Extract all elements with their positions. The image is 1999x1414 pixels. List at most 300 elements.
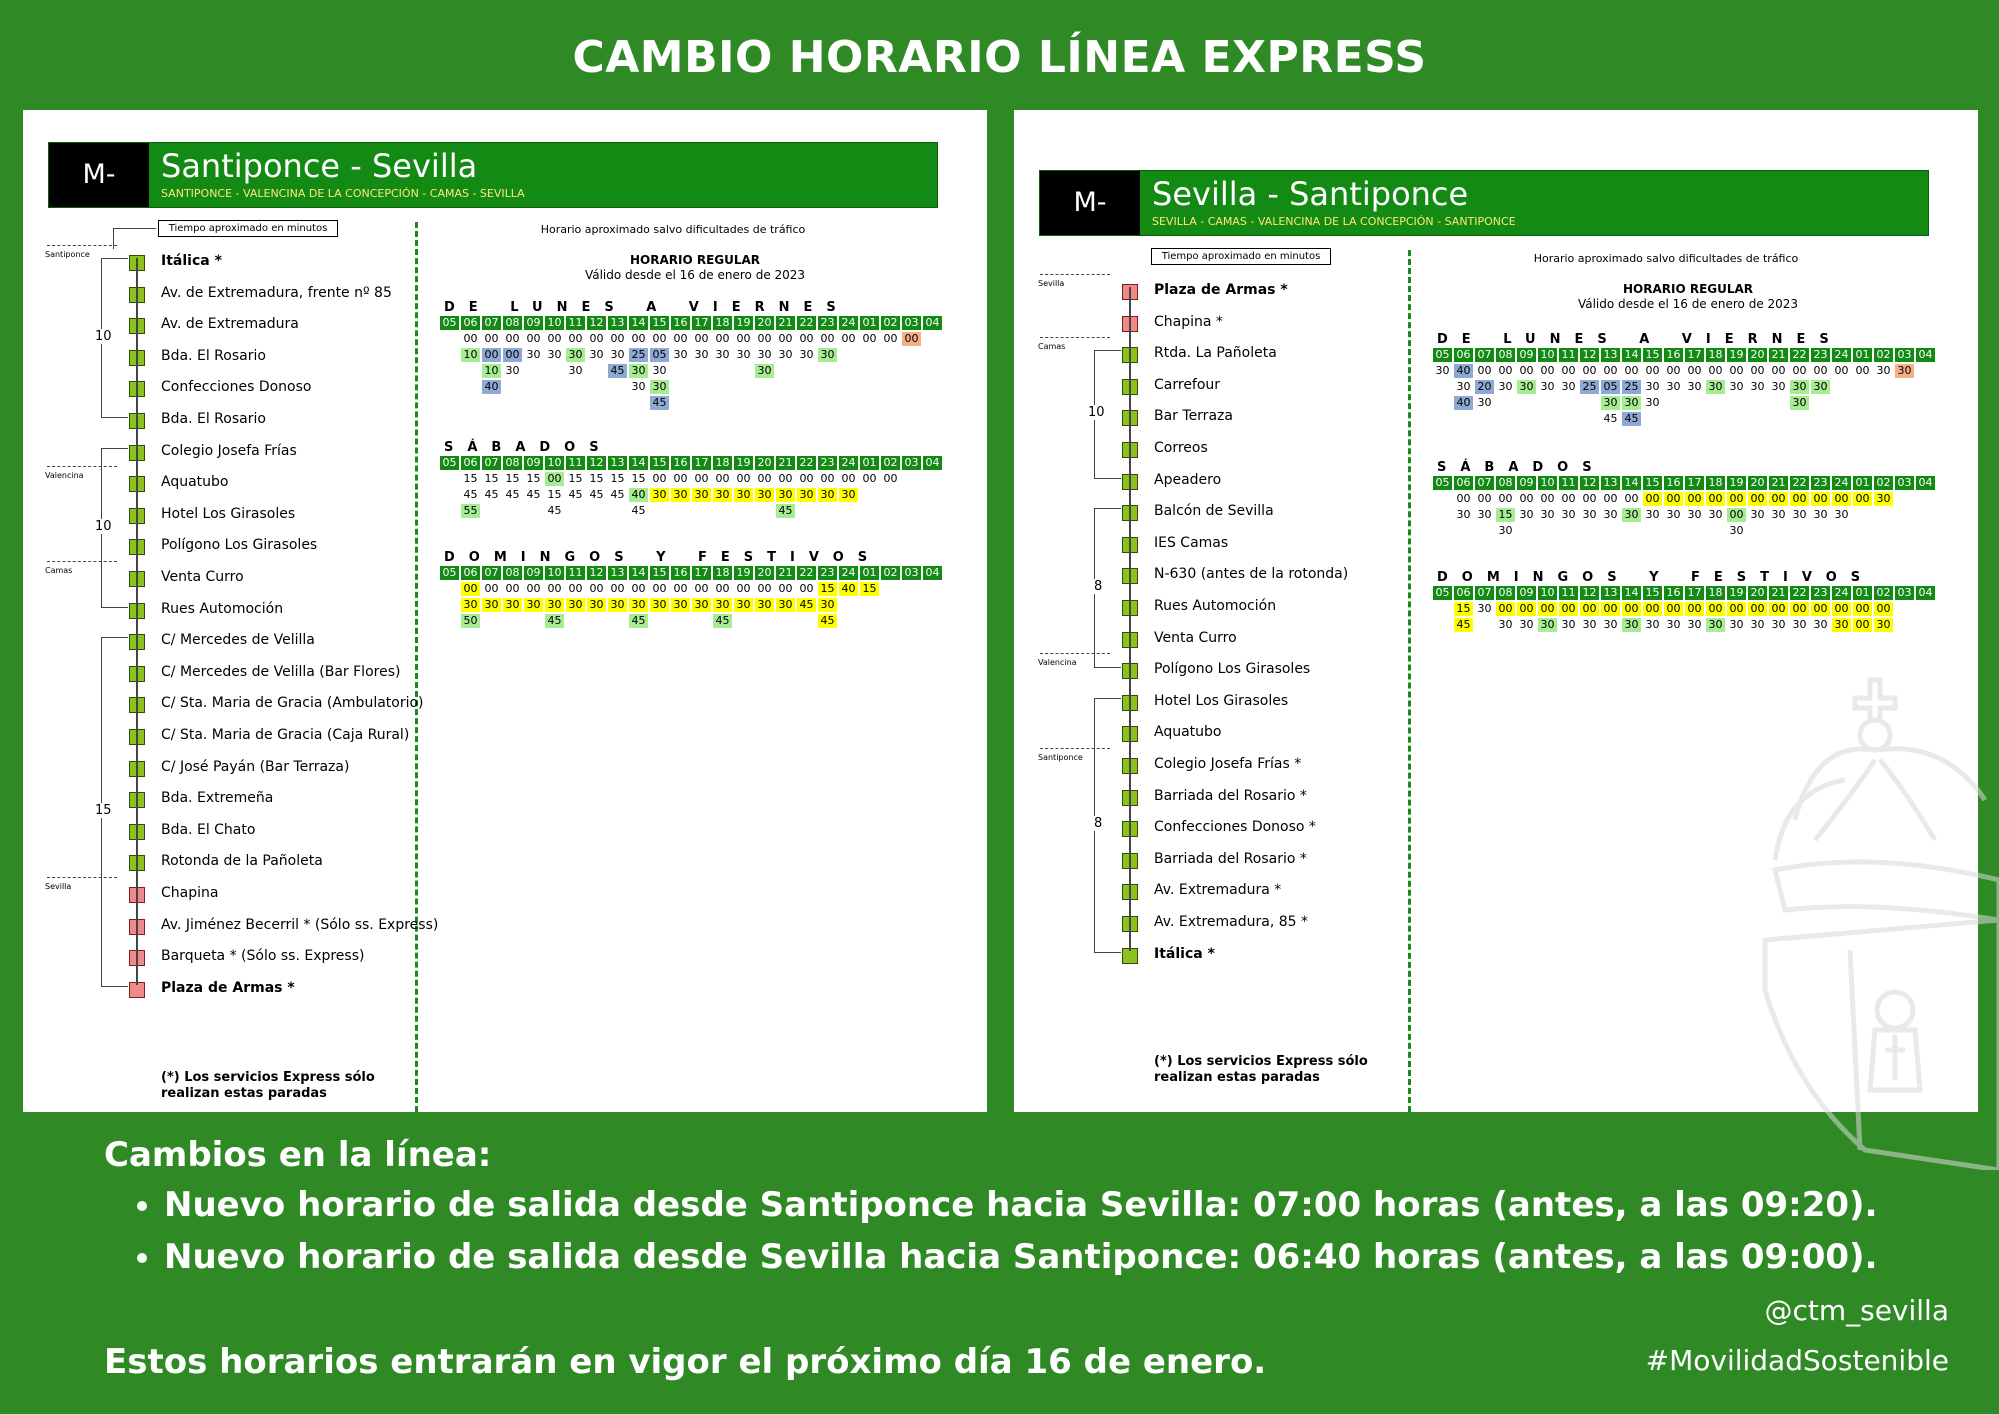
hour-cell: 20	[755, 566, 774, 580]
minute-cell	[482, 614, 501, 628]
minute-cell: 00	[862, 472, 877, 485]
travel-minutes: 10	[95, 329, 112, 344]
valid-from: Válido desde el 16 de enero de 2023	[1577, 297, 1799, 311]
minute-cell: 00	[505, 582, 520, 595]
minute-cell: 15	[860, 582, 879, 596]
stop-name: Bda. El Chato	[161, 821, 256, 838]
hour-cell: 15	[650, 566, 669, 580]
minute-cell	[1895, 508, 1914, 522]
minute-cell	[776, 396, 795, 410]
stop-name: Colegio Josefa Frías *	[1154, 756, 1302, 772]
twitter-handle: @ctm_sevilla	[1764, 1294, 1949, 1327]
stop-item	[1120, 656, 1420, 687]
minute-cell	[503, 504, 522, 518]
minute-cell: 00	[610, 332, 625, 345]
stop-name: Bda. El Rosario	[161, 411, 266, 427]
minute-cell: 45	[776, 504, 795, 518]
hour-cell: 23	[818, 316, 837, 330]
minute-cell: 00	[715, 472, 730, 485]
hour-cell: 14	[1622, 586, 1641, 600]
stop-item	[1120, 277, 1420, 308]
stop-item	[1120, 909, 1420, 940]
minute-cell: 45	[484, 488, 499, 501]
hour-cell: 04	[923, 316, 942, 330]
minute-cell: 15	[818, 582, 837, 596]
route-line	[1129, 287, 1131, 951]
minute-cell: 00	[1706, 492, 1725, 506]
hour-cell: 04	[923, 456, 942, 470]
changes-title: Cambios en la línea:	[104, 1135, 492, 1175]
minute-cell	[587, 380, 606, 394]
hour-cell: 21	[776, 456, 795, 470]
stop-item	[127, 406, 427, 437]
minute-cell	[923, 472, 942, 486]
minute-cell: 30	[524, 598, 543, 612]
minute-cell: 00	[736, 582, 751, 595]
minute-cell	[440, 364, 459, 378]
minute-cell: 00	[1582, 492, 1597, 505]
time-note-box: Tiempo aproximado en minutos	[158, 220, 338, 237]
hour-cell: 04	[1916, 586, 1935, 600]
stop-name: Polígono Los Girasoles	[161, 537, 318, 554]
minute-cell: 15	[610, 472, 625, 485]
minute-cell	[671, 364, 690, 378]
stop-item	[127, 280, 427, 311]
travel-minutes: 8	[1094, 579, 1103, 595]
zone-divider	[47, 245, 117, 246]
minute-cell	[818, 396, 837, 410]
minute-cell: 30	[1834, 508, 1849, 521]
hour-cell: 19	[734, 566, 753, 580]
stop-name: Rues Automoción	[1154, 598, 1277, 614]
zone-label: Camas	[45, 566, 73, 575]
minute-cell	[440, 332, 459, 346]
change-item: • Nuevo horario de salida desde Sevilla hacia Santiponce: 06:40 horas (antes, a las 09:00).	[164, 1237, 1878, 1277]
minute-cell: 30	[650, 598, 669, 612]
minute-cell	[1517, 412, 1536, 426]
hour-cell: 10	[1538, 586, 1557, 600]
hour-cell: 02	[1874, 476, 1893, 490]
minute-cell	[860, 364, 879, 378]
minute-cell	[566, 504, 585, 518]
minute-cell: 45	[547, 504, 562, 517]
minute-cell	[734, 380, 753, 394]
change-item: • Nuevo horario de salida desde Santiponce hacia Sevilla: 07:00 horas (antes, a las 09:20).	[164, 1185, 1878, 1225]
minute-cell: 00	[799, 582, 814, 595]
minute-row	[1433, 396, 1937, 410]
minute-cell	[608, 614, 627, 628]
minute-cell	[881, 348, 900, 362]
minute-cell: 00	[757, 582, 772, 595]
minute-cell: 25	[629, 348, 648, 362]
stop-name: Rotonda de la Pañoleta	[161, 853, 323, 870]
minute-cell	[881, 582, 900, 596]
hour-cell: 02	[1874, 348, 1893, 362]
zone-label: Sevilla	[1038, 279, 1065, 288]
minute-cell: 00	[862, 332, 877, 345]
minute-cell	[1895, 412, 1914, 426]
minute-cell	[545, 380, 564, 394]
minute-row	[1433, 380, 1937, 394]
minute-cell	[440, 396, 459, 410]
minute-cell	[1601, 524, 1620, 538]
minute-cell	[1769, 396, 1788, 410]
minute-cell: 00	[1498, 364, 1513, 377]
minute-cell	[923, 504, 942, 518]
minute-cell: 00	[1519, 364, 1534, 377]
minute-cell: 00	[1624, 492, 1639, 505]
minute-row	[440, 396, 944, 410]
stop-name: Rtda. La Pañoleta	[1154, 345, 1277, 362]
hour-cell: 15	[650, 456, 669, 470]
stop-item	[127, 469, 427, 500]
minute-cell: 00	[1750, 364, 1765, 377]
minute-cell	[1769, 524, 1788, 538]
minute-cell	[839, 504, 858, 518]
minute-cell: 00	[1729, 364, 1744, 377]
stop-item	[1120, 941, 1420, 972]
minute-cell	[440, 472, 459, 486]
minute-cell	[608, 396, 627, 410]
minute-cell: 30	[461, 598, 480, 612]
minute-cell: 30	[713, 598, 732, 612]
hour-cell: 16	[671, 316, 690, 330]
minute-cell: 30	[1477, 602, 1492, 615]
minute-cell	[1559, 412, 1578, 426]
hour-cell: 22	[1790, 586, 1809, 600]
minute-cell: 30	[818, 348, 837, 362]
minute-cell: 00	[482, 348, 501, 362]
minute-cell	[1433, 524, 1452, 538]
minute-cell	[1454, 524, 1473, 538]
minute-cell: 15	[547, 488, 562, 501]
minute-cell: 30	[566, 598, 585, 612]
minute-cell	[503, 614, 522, 628]
stop-name: Aquatubo	[1154, 724, 1222, 741]
schedule-section-title: DOMINGOS Y FESTIVOS	[444, 550, 882, 565]
minute-cell: 00	[1687, 364, 1702, 377]
minute-cell: 00	[1540, 492, 1555, 505]
minute-cell: 00	[1874, 602, 1893, 616]
hour-cell: 19	[734, 456, 753, 470]
minute-cell: 30	[818, 488, 837, 502]
minute-row	[440, 504, 944, 518]
minute-cell: 30	[1519, 618, 1534, 631]
schedule-section-title: SÁBADOS	[444, 440, 613, 455]
minute-cell	[902, 472, 921, 486]
changes-list	[104, 1185, 1878, 1277]
minute-cell: 00	[1645, 364, 1660, 377]
hour-cell: 23	[1811, 348, 1830, 362]
stop-item	[127, 722, 427, 753]
minute-cell	[713, 364, 732, 378]
minute-cell	[545, 396, 564, 410]
minute-cell	[1895, 524, 1914, 538]
minute-cell	[1832, 396, 1851, 410]
hour-cell: 15	[1643, 348, 1662, 362]
minute-cell	[839, 380, 858, 394]
minute-cell	[1559, 524, 1578, 538]
minute-cell	[1433, 602, 1452, 616]
minute-cell: 00	[1603, 492, 1618, 505]
hour-cell: 20	[1748, 348, 1767, 362]
minute-cell	[461, 380, 480, 394]
stop-name: C/ Mercedes de Velilla	[161, 632, 315, 649]
minute-cell	[1685, 524, 1704, 538]
minute-cell: 30	[673, 348, 688, 361]
hour-cell: 18	[713, 566, 732, 580]
minute-cell: 30	[1750, 380, 1765, 393]
minute-cell	[1874, 524, 1893, 538]
minute-cell	[1874, 396, 1893, 410]
hour-cell: 07	[482, 566, 501, 580]
minute-cell: 00	[1622, 602, 1641, 616]
stop-name: Aquatubo	[161, 474, 229, 491]
minute-cell	[1454, 412, 1473, 426]
minute-cell	[1853, 524, 1872, 538]
hour-cell: 21	[776, 566, 795, 580]
stop-item	[1120, 751, 1420, 782]
hour-cell: 21	[776, 316, 795, 330]
hour-cell: 09	[524, 316, 543, 330]
minute-cell: 30	[1622, 508, 1641, 522]
minute-row	[1433, 618, 1937, 632]
hour-cell: 06	[461, 456, 480, 470]
minute-cell: 55	[461, 504, 480, 518]
minute-cell: 30	[1645, 396, 1660, 409]
stop-name: Plaza de Armas *	[161, 979, 295, 996]
traffic-note: Horario aproximado salvo dificultades de tráfico	[540, 223, 806, 236]
hour-cell: 08	[1496, 586, 1515, 600]
minute-cell: 00	[1498, 492, 1513, 505]
minute-cell	[1433, 396, 1452, 410]
zone-label: Sevilla	[45, 882, 72, 891]
minute-cell	[1475, 524, 1494, 538]
hour-cell: 22	[797, 566, 816, 580]
minute-cell	[1853, 380, 1872, 394]
minute-cell: 30	[1517, 380, 1536, 394]
hour-cell: 05	[1433, 476, 1452, 490]
hour-cell: 05	[440, 566, 459, 580]
minute-cell	[797, 504, 816, 518]
schedule-section-title: DE LUNES A VIERNES	[1437, 332, 1843, 347]
hour-cell: 17	[1685, 348, 1704, 362]
stop-item	[1120, 467, 1420, 498]
minute-cell: 00	[1832, 492, 1851, 506]
stop-name: Bda. El Rosario	[161, 347, 266, 364]
hour-cell: 04	[923, 566, 942, 580]
regular-title: HORARIO REGULAR	[629, 253, 761, 267]
hour-cell: 21	[1769, 586, 1788, 600]
hour-cell: 09	[1517, 348, 1536, 362]
stop-item	[127, 564, 427, 595]
hour-cell: 16	[671, 566, 690, 580]
minute-cell	[545, 364, 564, 378]
minute-cell	[671, 504, 690, 518]
minute-cell: 00	[1561, 492, 1576, 505]
minute-cell	[1916, 380, 1935, 394]
stop-name: Chapina *	[1154, 313, 1223, 330]
hour-cell: 12	[587, 316, 606, 330]
stop-name: Venta Curro	[1154, 629, 1237, 646]
minute-cell: 30	[1750, 508, 1765, 521]
minute-cell	[1832, 412, 1851, 426]
hour-cell: 15	[1643, 586, 1662, 600]
minute-cell	[608, 380, 627, 394]
zone-divider	[47, 466, 117, 467]
minute-cell: 00	[589, 332, 604, 345]
hour-cell: 12	[1580, 586, 1599, 600]
minute-cell: 00	[589, 582, 604, 595]
stop-item	[127, 690, 427, 721]
hour-cell: 06	[1454, 476, 1473, 490]
hour-cell: 13	[608, 456, 627, 470]
minute-cell: 00	[652, 332, 667, 345]
minute-cell: 15	[631, 472, 646, 485]
minute-cell	[671, 396, 690, 410]
minute-cell	[1916, 396, 1935, 410]
hour-cell: 22	[797, 316, 816, 330]
minute-cell: 00	[694, 582, 709, 595]
minute-cell: 30	[1729, 524, 1744, 537]
hour-cell: 13	[608, 566, 627, 580]
minute-cell: 30	[755, 364, 774, 378]
hour-cell: 09	[524, 566, 543, 580]
minute-cell: 00	[631, 582, 646, 595]
minute-cell: 30	[589, 348, 604, 361]
minute-cell	[1496, 396, 1515, 410]
minute-cell: 30	[1813, 618, 1828, 631]
minute-cell	[923, 582, 942, 596]
stop-item	[127, 627, 427, 658]
stop-item	[127, 438, 427, 469]
minute-cell: 00	[505, 332, 520, 345]
minute-cell	[881, 396, 900, 410]
hour-cell: 12	[587, 566, 606, 580]
stop-name: Apeadero	[1154, 471, 1222, 488]
regular-title: HORARIO REGULAR	[1622, 282, 1754, 296]
minute-cell: 30	[1645, 380, 1660, 393]
stop-item	[1120, 340, 1420, 371]
route-name: Santiponce - Sevilla	[161, 147, 478, 185]
minute-cell: 30	[671, 488, 690, 502]
minute-cell: 05	[650, 348, 669, 362]
hour-cell: 22	[1790, 476, 1809, 490]
minute-cell	[1916, 364, 1935, 378]
minute-cell: 30	[1622, 618, 1641, 632]
stop-item	[127, 501, 427, 532]
stop-name: Plaza de Armas *	[1154, 282, 1288, 298]
zone-divider	[47, 561, 117, 562]
minute-cell: 45	[545, 614, 564, 628]
minute-cell	[881, 488, 900, 502]
hour-cell: 13	[1601, 348, 1620, 362]
hour-cell: 18	[1706, 348, 1725, 362]
minute-cell: 00	[1813, 364, 1828, 377]
minute-cell: 45	[463, 488, 478, 501]
stop-name: Av. Jiménez Becerril * (Sólo ss. Express)	[161, 916, 439, 933]
minute-cell: 00	[1517, 602, 1536, 616]
minute-cell	[755, 380, 774, 394]
minute-cell: 00	[1643, 602, 1662, 616]
minute-cell	[860, 396, 879, 410]
minute-cell	[776, 364, 795, 378]
minute-cell: 30	[629, 364, 648, 378]
minute-cell: 45	[713, 614, 732, 628]
minute-cell: 30	[734, 488, 753, 502]
stop-item	[127, 532, 427, 563]
minute-cell: 15	[1496, 508, 1515, 522]
travel-minutes: 15	[95, 803, 112, 818]
minute-cell: 00	[757, 472, 772, 485]
hour-cell: 08	[1496, 348, 1515, 362]
minute-row	[440, 472, 944, 486]
minute-cell: 00	[610, 582, 625, 595]
zone-label: Valencina	[1038, 658, 1077, 668]
minute-cell	[755, 504, 774, 518]
minute-cell	[1748, 412, 1767, 426]
minute-cell: 00	[1643, 492, 1662, 506]
hour-cell: 14	[629, 566, 648, 580]
route-subtitle: SANTIPONCE - VALENCINA DE LA CONCEPCIÓN - CAMAS - SEVILLA	[161, 187, 525, 200]
stop-item	[127, 880, 427, 911]
hour-cell: 17	[1685, 476, 1704, 490]
minute-cell	[692, 380, 711, 394]
hour-cell: 01	[860, 456, 879, 470]
hour-cell: 11	[566, 566, 585, 580]
minute-cell	[902, 488, 921, 502]
hour-cell: 17	[692, 566, 711, 580]
minute-cell: 30	[1645, 618, 1660, 631]
minute-cell	[818, 380, 837, 394]
stop-item	[127, 248, 427, 279]
minute-cell: 45	[629, 614, 648, 628]
hour-cell: 23	[1811, 476, 1830, 490]
minute-cell	[734, 614, 753, 628]
minute-cell	[1706, 396, 1725, 410]
hour-cell: 24	[1832, 348, 1851, 362]
minute-cell: 00	[1624, 364, 1639, 377]
stop-name: C/ Mercedes de Velilla (Bar Flores)	[161, 663, 401, 680]
minute-cell: 30	[505, 364, 520, 377]
minute-cell: 15	[589, 472, 604, 485]
stop-name: Venta Curro	[161, 569, 244, 585]
hour-cell: 01	[1853, 348, 1872, 362]
minute-row	[440, 614, 944, 628]
stop-item	[1120, 309, 1420, 340]
minute-cell	[1643, 412, 1662, 426]
stop-name: N-630 (antes de la rotonda)	[1154, 566, 1349, 583]
minute-cell	[482, 504, 501, 518]
stop-item	[127, 817, 427, 848]
minute-cell: 00	[463, 332, 478, 345]
minute-cell	[1853, 508, 1872, 522]
minute-cell: 50	[461, 614, 480, 628]
minute-cell: 30	[1874, 492, 1893, 506]
minute-cell	[1790, 412, 1809, 426]
minute-cell	[524, 364, 543, 378]
minute-cell: 00	[1727, 508, 1746, 522]
minute-cell: 30	[1666, 508, 1681, 521]
minute-cell: 45	[631, 504, 646, 517]
hour-cell: 07	[1475, 586, 1494, 600]
minute-cell: 30	[503, 598, 522, 612]
minute-cell: 05	[1601, 380, 1620, 394]
minute-cell: 30	[650, 488, 669, 502]
hour-cell: 06	[461, 316, 480, 330]
hour-cell: 10	[545, 316, 564, 330]
hour-cell: 22	[1790, 348, 1809, 362]
